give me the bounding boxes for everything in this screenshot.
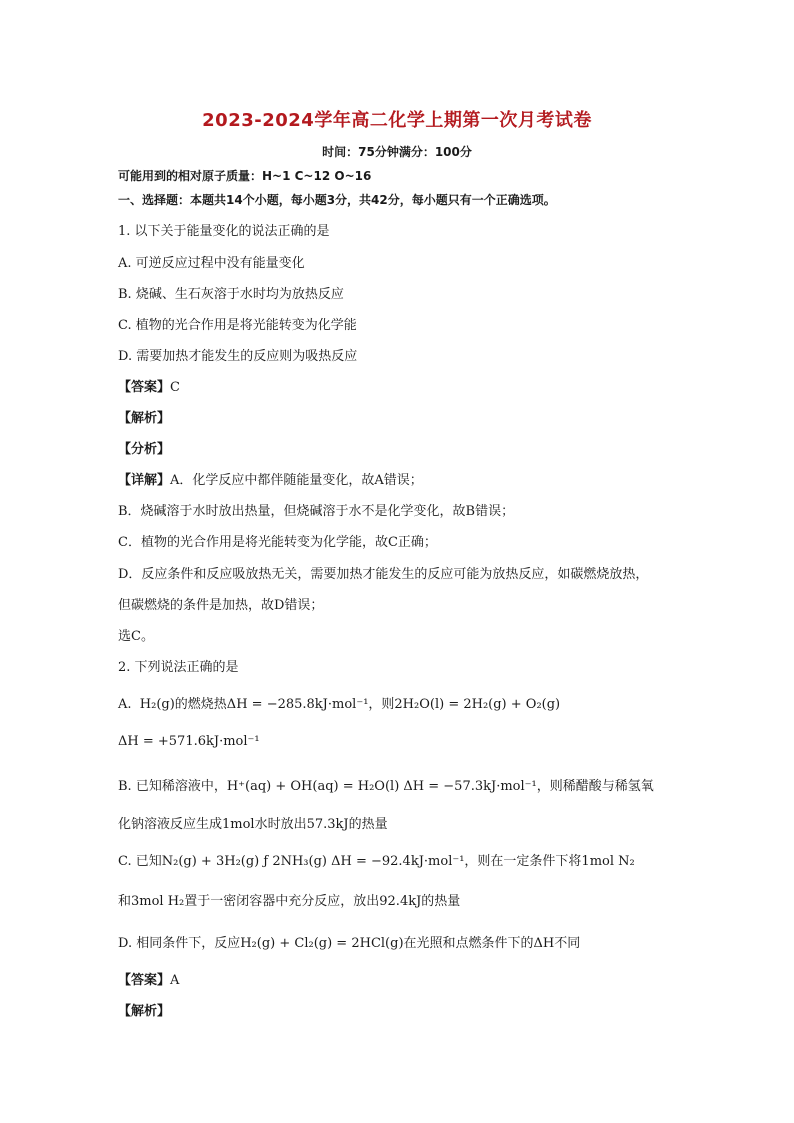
q1-answer [118, 376, 718, 395]
q2-answer [118, 969, 718, 988]
detail-tag: 【详解】 [118, 473, 171, 488]
answer-tag: 【答案】 [118, 380, 171, 395]
q2-option-a-line2: ΔH = +571.6kJ·mol⁻¹ [118, 734, 260, 749]
q1-option-b: B. 烧碱、生石灰溶于水时均为放热反应 [118, 287, 344, 302]
exam-meta: 时间：75分钟满分：100分 [322, 145, 472, 159]
q1-conclusion: 选C。 [118, 629, 154, 644]
answer-value: C [170, 380, 180, 395]
q2-option-a-text: H₂(g)的燃烧热ΔH = −285.8kJ·mol⁻¹，则2H₂O(l) = 2H₂(g) + O₂(g) [139, 697, 561, 712]
q1-option-a: A. 可逆反应过程中没有能量变化 [118, 256, 305, 271]
q2-analysis-tag: 【解析】 [118, 1004, 171, 1019]
q2-option-b-line1: B. 已知稀溶液中，H⁺(aq) + OH(aq) = H₂O(l) ΔH = −57.3kJ·mol⁻¹，则稀醋酸与稀氢氧 [118, 779, 654, 794]
q2-option-c-line1: C. 已知N₂(g) + 3H₂(g) ƒ 2NH₃(g) ΔH = −92.4kJ·mol⁻¹，则在一定条件下将1mol N₂ [118, 854, 635, 869]
section-heading: 一、选择题：本题共14个小题，每小题3分，共42分，每小题只有一个正确选项。 [118, 193, 556, 207]
q1-option-d: D. 需要加热才能发生的反应则为吸热反应 [118, 349, 358, 364]
q1-option-c: C. 植物的光合作用是将光能转变为化学能 [118, 318, 357, 333]
q2-option-a-prefix: A. [118, 697, 132, 712]
q1-detail-d-line1: D．反应条件和反应吸放热无关，需要加热才能发生的反应可能为放热反应，如碳燃烧放热， [118, 567, 649, 582]
q1-detail-c: C．植物的光合作用是将光能转变为化学能，故C正确； [118, 535, 437, 550]
page-title: 2023-2024学年高二化学上期第一次月考试卷 [202, 110, 592, 131]
q2-option-a-line1 [118, 693, 718, 712]
q1-fenxi-tag: 【分析】 [118, 442, 171, 457]
answer-tag: 【答案】 [118, 973, 171, 988]
q1-stem: 1. 以下关于能量变化的说法正确的是 [118, 224, 330, 239]
q1-analysis-tag: 【解析】 [118, 411, 171, 426]
q2-option-b-line2: 化钠溶液反应生成1mol水时放出57.3kJ的热量 [118, 817, 388, 832]
q1-detail-d-line2: 但碳燃烧的条件是加热，故D错误； [118, 598, 324, 613]
atomic-masses: 可能用到的相对原子质量：H~1 C~12 O~16 [118, 169, 372, 183]
q2-option-c-line2: 和3mol H₂置于一密闭容器中充分反应，放出92.4kJ的热量 [118, 894, 461, 909]
q2-stem: 2. 下列说法正确的是 [118, 660, 239, 675]
detail-a-text: A．化学反应中都伴随能量变化，故A错误； [170, 473, 423, 488]
q1-detail-b: B．烧碱溶于水时放出热量，但烧碱溶于水不是化学变化，故B错误； [118, 504, 515, 519]
q1-detail-a [118, 469, 718, 488]
answer-value: A [170, 973, 180, 988]
q2-option-d: D. 相同条件下，反应H₂(g) + Cl₂(g) = 2HCl(g)在光照和点燃条件下的ΔH不同 [118, 936, 581, 951]
